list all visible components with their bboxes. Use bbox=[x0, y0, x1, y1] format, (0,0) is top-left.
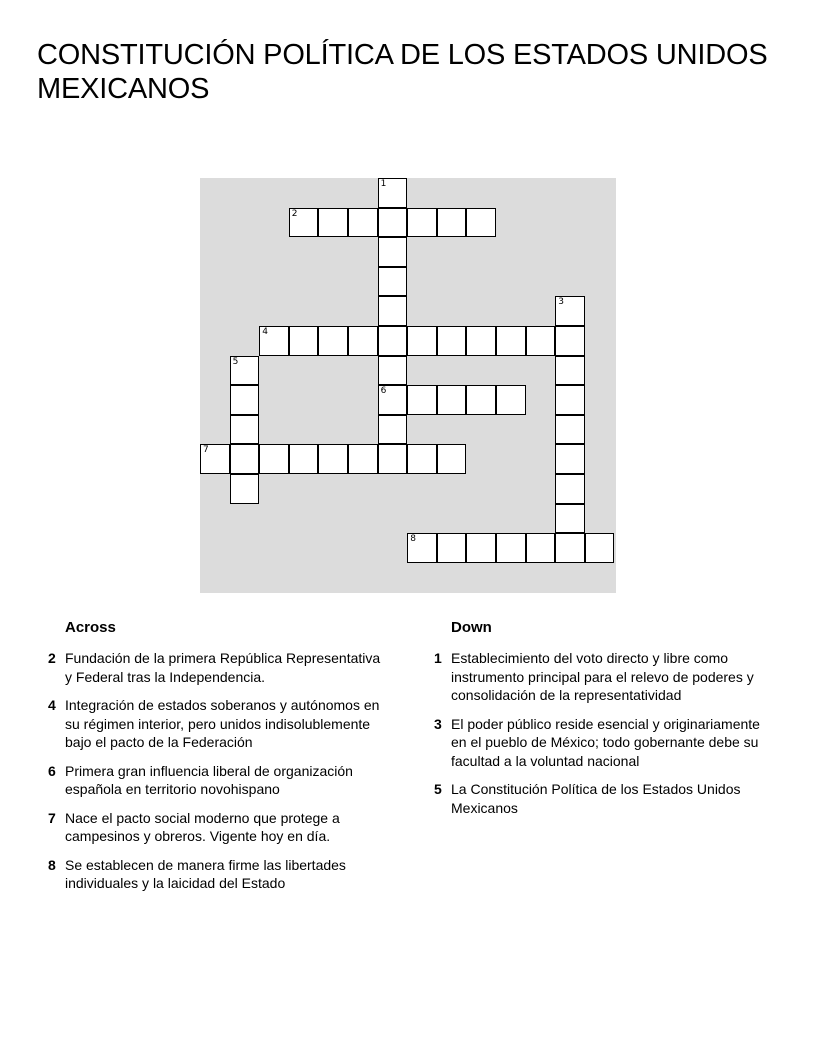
grid-cell[interactable] bbox=[555, 326, 585, 356]
grid-cell[interactable] bbox=[230, 474, 260, 504]
grid-cell[interactable] bbox=[437, 533, 467, 563]
grid-cell[interactable] bbox=[259, 326, 289, 356]
across-heading: Across bbox=[65, 619, 116, 636]
grid-cell[interactable] bbox=[378, 178, 408, 208]
grid-cell[interactable] bbox=[230, 415, 260, 445]
clue-text: Se establecen de manera firme las libertades individuales y la laicidad del Estado bbox=[65, 856, 346, 891]
cell-number: 6 bbox=[380, 386, 387, 397]
grid-cell[interactable] bbox=[289, 326, 319, 356]
cell-number: 2 bbox=[291, 208, 298, 219]
down-clue bbox=[434, 780, 774, 817]
grid-cell[interactable] bbox=[348, 208, 378, 238]
grid-cell[interactable] bbox=[378, 444, 408, 474]
grid-cell[interactable] bbox=[555, 356, 585, 386]
cell-number: 3 bbox=[558, 297, 564, 308]
clue-number: 3 bbox=[434, 715, 442, 732]
grid-cell[interactable] bbox=[230, 444, 260, 474]
grid-cell[interactable] bbox=[466, 326, 496, 356]
grid-cell[interactable] bbox=[348, 444, 378, 474]
grid-cell[interactable] bbox=[289, 208, 319, 238]
grid-cell[interactable] bbox=[437, 208, 467, 238]
grid-cell[interactable] bbox=[555, 385, 585, 415]
crossword-grid bbox=[200, 178, 616, 593]
grid-cell[interactable] bbox=[259, 444, 289, 474]
across-clue bbox=[48, 762, 388, 799]
grid-cell[interactable] bbox=[407, 385, 437, 415]
clue-number: 6 bbox=[48, 762, 56, 779]
grid-cell[interactable] bbox=[230, 385, 260, 415]
grid-cell[interactable] bbox=[200, 444, 230, 474]
down-heading: Down bbox=[451, 619, 492, 636]
down-clue bbox=[434, 715, 774, 771]
across-clue bbox=[48, 696, 388, 752]
grid-cell[interactable] bbox=[378, 237, 408, 267]
clue-text: Nace el pacto social moderno que protege a campesinos y obreros. Vigente hoy en día. bbox=[65, 809, 340, 844]
clue-number: 1 bbox=[434, 650, 442, 666]
grid-cell[interactable] bbox=[318, 326, 348, 356]
clue-text: Fundación de la primera República Representativa y Federal tras la Independencia. bbox=[65, 650, 381, 685]
grid-cell[interactable] bbox=[378, 267, 408, 297]
cell-number: 4 bbox=[262, 327, 268, 337]
across-clue bbox=[48, 856, 388, 893]
clue-text: Establecimiento del voto directo y libre como instrumento principal para el relevo de poderes y consolidación de la representatividad bbox=[451, 650, 754, 703]
grid-cell[interactable] bbox=[555, 504, 585, 534]
grid-cell[interactable] bbox=[466, 208, 496, 238]
cell-number: 7 bbox=[203, 445, 209, 456]
grid-cell[interactable] bbox=[437, 326, 467, 356]
clue-number: 4 bbox=[48, 697, 56, 713]
grid-cell[interactable] bbox=[555, 296, 585, 326]
grid-cell[interactable] bbox=[437, 444, 467, 474]
grid-cell[interactable] bbox=[230, 356, 260, 386]
grid-cell[interactable] bbox=[289, 444, 319, 474]
grid-cell[interactable] bbox=[378, 208, 408, 238]
grid-cell[interactable] bbox=[555, 533, 585, 563]
down-clues bbox=[434, 618, 774, 827]
grid-cell[interactable] bbox=[378, 296, 408, 326]
clue-number: 2 bbox=[48, 650, 56, 666]
across-clues bbox=[48, 618, 388, 903]
grid-cell[interactable] bbox=[378, 415, 408, 445]
grid-cell[interactable] bbox=[378, 385, 408, 415]
grid-cell[interactable] bbox=[466, 385, 496, 415]
grid-cell[interactable] bbox=[407, 208, 437, 238]
clue-number: 7 bbox=[48, 809, 56, 826]
down-clue bbox=[434, 649, 774, 705]
grid-cell[interactable] bbox=[378, 356, 408, 386]
cell-number: 1 bbox=[380, 179, 387, 189]
clue-text: La Constitución Política de los Estados Unidos Mexicanos bbox=[451, 781, 741, 816]
grid-cell[interactable] bbox=[555, 444, 585, 474]
cell-number: 5 bbox=[232, 356, 239, 367]
cell-number: 8 bbox=[410, 534, 416, 545]
grid-cell[interactable] bbox=[407, 444, 437, 474]
across-clue bbox=[48, 809, 388, 846]
grid-cell[interactable] bbox=[378, 326, 408, 356]
clue-text: El poder público reside esencial y originariamente en el pueblo de México; todo gobernante debe su facultad a la voluntad nacional bbox=[451, 715, 760, 769]
grid-cell[interactable] bbox=[555, 415, 585, 445]
clue-number: 5 bbox=[434, 781, 442, 797]
grid-cell[interactable] bbox=[407, 326, 437, 356]
grid-cell[interactable] bbox=[555, 474, 585, 504]
grid-cell[interactable] bbox=[526, 326, 556, 356]
clue-number: 8 bbox=[48, 856, 56, 873]
grid-cell[interactable] bbox=[407, 533, 437, 563]
grid-cell[interactable] bbox=[585, 533, 615, 563]
clue-text: Primera gran influencia liberal de organización española en territorio novohispano bbox=[65, 762, 353, 797]
grid-cell[interactable] bbox=[437, 385, 467, 415]
grid-cell[interactable] bbox=[466, 533, 496, 563]
grid-cell[interactable] bbox=[348, 326, 378, 356]
page-title: CONSTITUCIÓN POLÍTICA DE LOS ESTADOS UNIDOS MEXICANOS bbox=[37, 39, 768, 105]
grid-cell[interactable] bbox=[318, 208, 348, 238]
grid-cell[interactable] bbox=[496, 385, 526, 415]
across-clue bbox=[48, 649, 388, 686]
grid-cell[interactable] bbox=[496, 533, 526, 563]
grid-cell[interactable] bbox=[318, 444, 348, 474]
clue-text: Integración de estados soberanos y autónomos en su régimen interior, pero unidos indisolublemente bajo el pacto de la Federación bbox=[65, 697, 380, 750]
grid-cell[interactable] bbox=[526, 533, 556, 563]
grid-cell[interactable] bbox=[496, 326, 526, 356]
